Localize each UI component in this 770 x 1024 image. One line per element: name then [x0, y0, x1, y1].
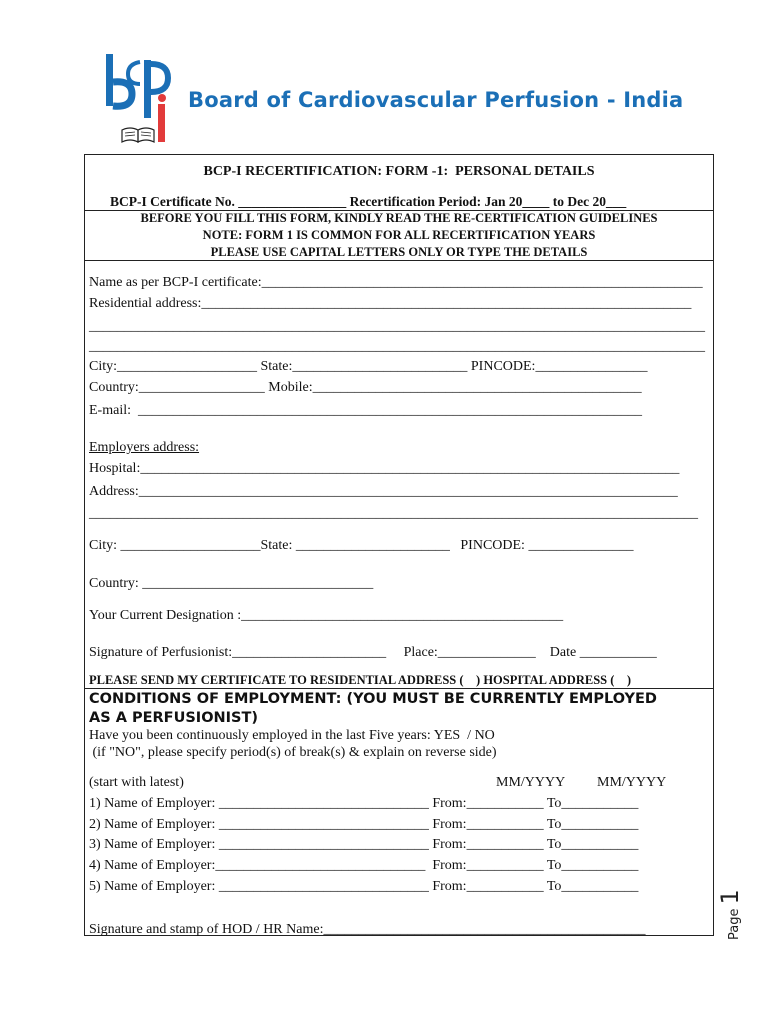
residential-address-line-3[interactable]: ________________________________________________________________________________________ [89, 339, 705, 354]
page-number-label [716, 880, 746, 950]
city-state-pincode-fields[interactable]: City:____________________ State:_________________________ PINCODE:________________ [89, 359, 648, 374]
employer-row[interactable]: 2) Name of Employer: ______________________________ From:___________ To___________ [89, 817, 639, 832]
employer-city-state-pincode[interactable]: City: ____________________State: ______________________ PINCODE: _______________ [89, 538, 634, 553]
page-word: Page [727, 908, 742, 940]
open-book-icon [122, 128, 154, 142]
signature-place-date[interactable]: Signature of Perfusionist:______________________ Place:______________ Date ___________ [89, 645, 657, 660]
employer-country-field[interactable]: Country: _________________________________ [89, 576, 374, 591]
employer-address-heading: Employers address: [89, 440, 200, 455]
continuous-employment-question[interactable]: Have you been continuously employed in the last Five years: YES / NO [89, 728, 495, 743]
designation-field[interactable]: Your Current Designation :______________________________________________ [89, 608, 564, 623]
notice-capital-letters: PLEASE USE CAPITAL LETTERS ONLY OR TYPE THE DETAILS [210, 245, 588, 259]
notice-common-form: NOTE: FORM 1 IS COMMON FOR ALL RECERTIFICATION YEARS [202, 228, 596, 242]
form-title: BCP-I RECERTIFICATION: FORM -1: PERSONAL DETAILS [203, 164, 595, 179]
residential-address-field[interactable]: Residential address:______________________________________________________________________ [89, 296, 692, 311]
divider [84, 260, 714, 261]
break-explanation-note: (if "NO", please specify period(s) of break(s) & explain on reverse side) [89, 745, 497, 760]
residential-address-line-2[interactable]: ________________________________________________________________________________________ [89, 319, 705, 334]
employer-row[interactable]: 5) Name of Employer: ______________________________ From:___________ To___________ [89, 879, 639, 894]
start-with-latest-label: (start with latest) [89, 775, 184, 790]
conditions-heading-line-1: CONDITIONS OF EMPLOYMENT: (YOU MUST BE CURRENTLY EMPLOYED [89, 691, 657, 707]
bcpi-logo [100, 52, 180, 147]
employer-address-field[interactable]: Address:_____________________________________________________________________________ [89, 484, 678, 499]
name-field[interactable]: Name as per BCP-I certificate:_______________________________________________________________ [89, 275, 703, 290]
country-mobile-fields[interactable]: Country:__________________ Mobile:_______________________________________________ [89, 380, 642, 395]
certificate-line: BCP-I Certificate No. ________________ Recertification Period: Jan 20____ to Dec 20___ [110, 194, 627, 209]
email-field[interactable]: E-mail: ________________________________________________________________________ [89, 403, 642, 418]
employer-row[interactable]: 3) Name of Employer: ______________________________ From:___________ To___________ [89, 837, 639, 852]
hospital-field[interactable]: Hospital:_____________________________________________________________________________ [89, 461, 680, 476]
hod-signature-field[interactable]: Signature and stamp of HOD / HR Name:______________________________________________ [89, 922, 646, 937]
from-column-header: MM/YYYY [496, 775, 566, 790]
organization-name: Board of Cardiovascular Perfusion - India [188, 88, 684, 112]
divider [84, 688, 714, 689]
page-number: 1 [716, 889, 744, 905]
conditions-heading-line-2: AS A PERFUSIONIST) [89, 710, 259, 726]
employer-address-line-2[interactable]: _______________________________________________________________________________________ [89, 506, 698, 521]
employer-row[interactable]: 1) Name of Employer: ______________________________ From:___________ To___________ [89, 796, 639, 811]
notice-read-guidelines: BEFORE YOU FILL THIS FORM, KINDLY READ THE RE-CERTIFICATION GUIDELINES [140, 211, 658, 225]
employer-row[interactable]: 4) Name of Employer:______________________________ From:___________ To___________ [89, 858, 639, 873]
certificate-address-choice[interactable]: PLEASE SEND MY CERTIFICATE TO RESIDENTIAL ADDRESS ( ) HOSPITAL ADDRESS ( ) [89, 673, 632, 687]
to-column-header: MM/YYYY [597, 775, 667, 790]
